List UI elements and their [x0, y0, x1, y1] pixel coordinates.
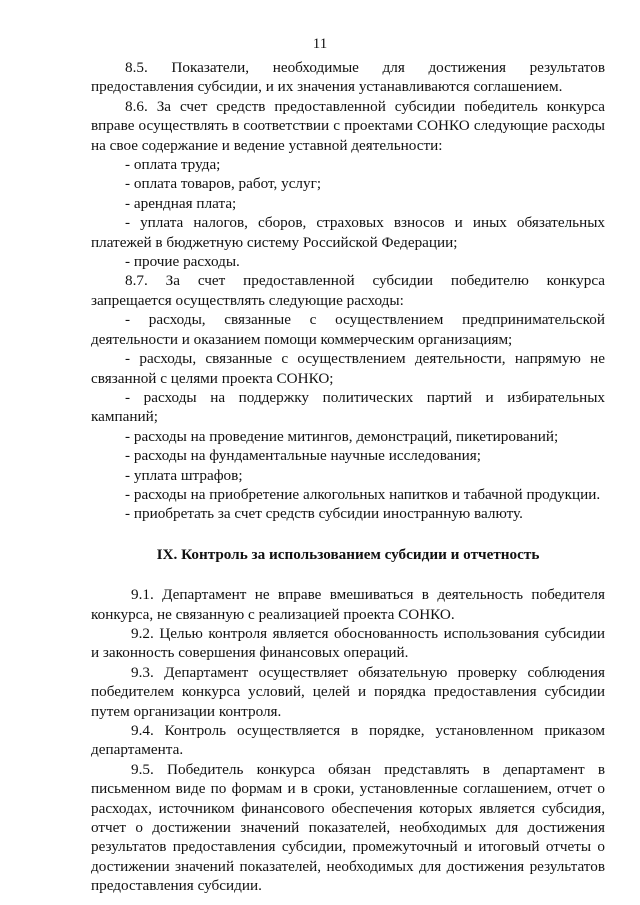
list-item: - расходы на фундаментальные научные исследования; [125, 447, 481, 465]
page-number: 11 [312, 36, 328, 52]
paragraph-9-1: 9.1. Департамент не вправе вмешиваться в деятельность победителя конкурса, не связанную с реализацией проекта СОНКО. [91, 586, 605, 623]
paragraph-8-6: 8.6. За счет средств предоставленной субсидии победитель конкурса вправе осуществлять в соответствии с проектами СОНКО следующие расходы на свое содержание и ведение уставной деятельности: [91, 97, 605, 154]
paragraph-8-5: 8.5. Показатели, необходимые для достижения результатов предоставления субсидии, и их значения устанавливаются соглашением. [91, 59, 605, 96]
list-item: - расходы на приобретение алкогольных напитков и табачной продукции. [125, 485, 601, 503]
paragraph-9-5: 9.5. Победитель конкурса обязан представлять в департамент в письменном виде по формам и в сроки, установленные соглашением, отчет о расходах, источником финансового обеспечения которых является субсидия, отчет о достижении значений показателей, необходимых для достижения результатов предоставления субсидии, промежуточный и итоговый отчеты о достижении значений показателей, необходимых для достижения результатов предоставления субсидии. [91, 760, 605, 895]
paragraph-9-4: 9.4. Контроль осуществляется в порядке, установленном приказом департамента. [91, 722, 605, 759]
list-item: - уплата штрафов; [125, 466, 243, 484]
list-item: - оплата труда; [125, 156, 221, 174]
paragraph-9-3: 9.3. Департамент осуществляет обязательную проверку соблюдения победителем конкурса условий, целей и порядка предоставления субсидии путем организации контроля. [91, 663, 605, 720]
list-item: - расходы, связанные с осуществлением предпринимательской деятельности и оказанием помощи коммерческим организациям; [91, 311, 605, 348]
list-item: - расходы, связанные с осуществлением деятельности, напрямую не связанной с целями проекта СОНКО; [91, 350, 605, 387]
list-item: - арендная плата; [125, 194, 237, 212]
list-item: - оплата товаров, работ, услуг; [125, 175, 322, 193]
list-item: - прочие расходы. [125, 253, 240, 271]
list-item: - расходы на проведение митингов, демонстраций, пикетирований; [125, 427, 559, 445]
paragraph-9-2: 9.2. Целью контроля является обоснованность использования субсидии и законность совершения финансовых операций. [91, 624, 605, 662]
section-heading: IX. Контроль за использованием субсидии и отчетность [156, 545, 540, 563]
list-item: - расходы на поддержку политических партий и избирательных кампаний; [91, 388, 605, 426]
list-item: - приобретать за счет средств субсидии иностранную валюту. [125, 505, 523, 523]
document-body [91, 58, 605, 896]
list-item: - уплата налогов, сборов, страховых взносов и иных обязательных платежей в бюджетную систему Российской Федерации; [91, 214, 605, 251]
paragraph-8-7: 8.7. За счет предоставленной субсидии победителю конкурса запрещается осуществлять следующие расходы: [91, 272, 605, 309]
